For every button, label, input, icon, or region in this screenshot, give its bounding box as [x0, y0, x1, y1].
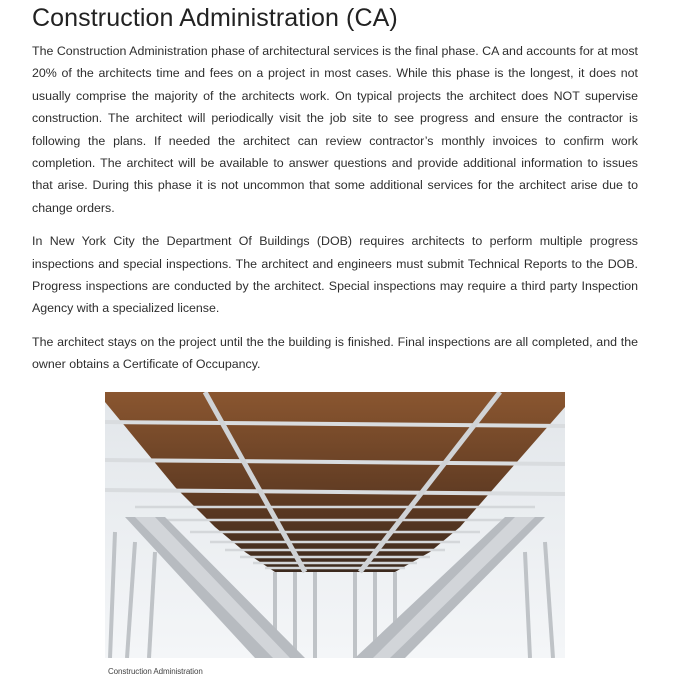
paragraph-final-inspections: The architect stays on the project until the the building is finished. Final inspections are all completed, and the owner obtains a Certificate of Occupancy.: [32, 334, 638, 372]
construction-photo: [105, 392, 565, 658]
figure-caption: Construction Administration: [108, 667, 203, 676]
paragraph-nyc-dob: In New York City the Department Of Buildings (DOB) requires architects to perform multiple progress inspections and special inspections. The architect and engineers must submit Technical Reports to the DOB. Progress inspections are conducted by the architect. Special inspections may require a third party Inspection Agency with a specialized license.: [32, 234, 638, 316]
page-title: Construction Administration (CA): [32, 4, 398, 32]
paragraph-ca-overview: The Construction Administration phase of architectural services is the final phase. CA and accounts for at most 20% of the architects time and fees on a project in most cases. While this phase is the longest, it does not usually comprise the majority of the architects work. On typical projects the architect does NOT supervise construction. The architect will periodically visit the job site to see progress and ensure the contractor is following the plans. If needed the architect can review contractor’s monthly invoices to confirm work completion. The architect will be available to answer questions and provide additional information to issues that arise. During this phase it is not uncommon that some additional services for the architect arise due to change orders.: [32, 44, 638, 215]
steel-frame-image: [105, 392, 565, 658]
article-body: [32, 40, 638, 387]
